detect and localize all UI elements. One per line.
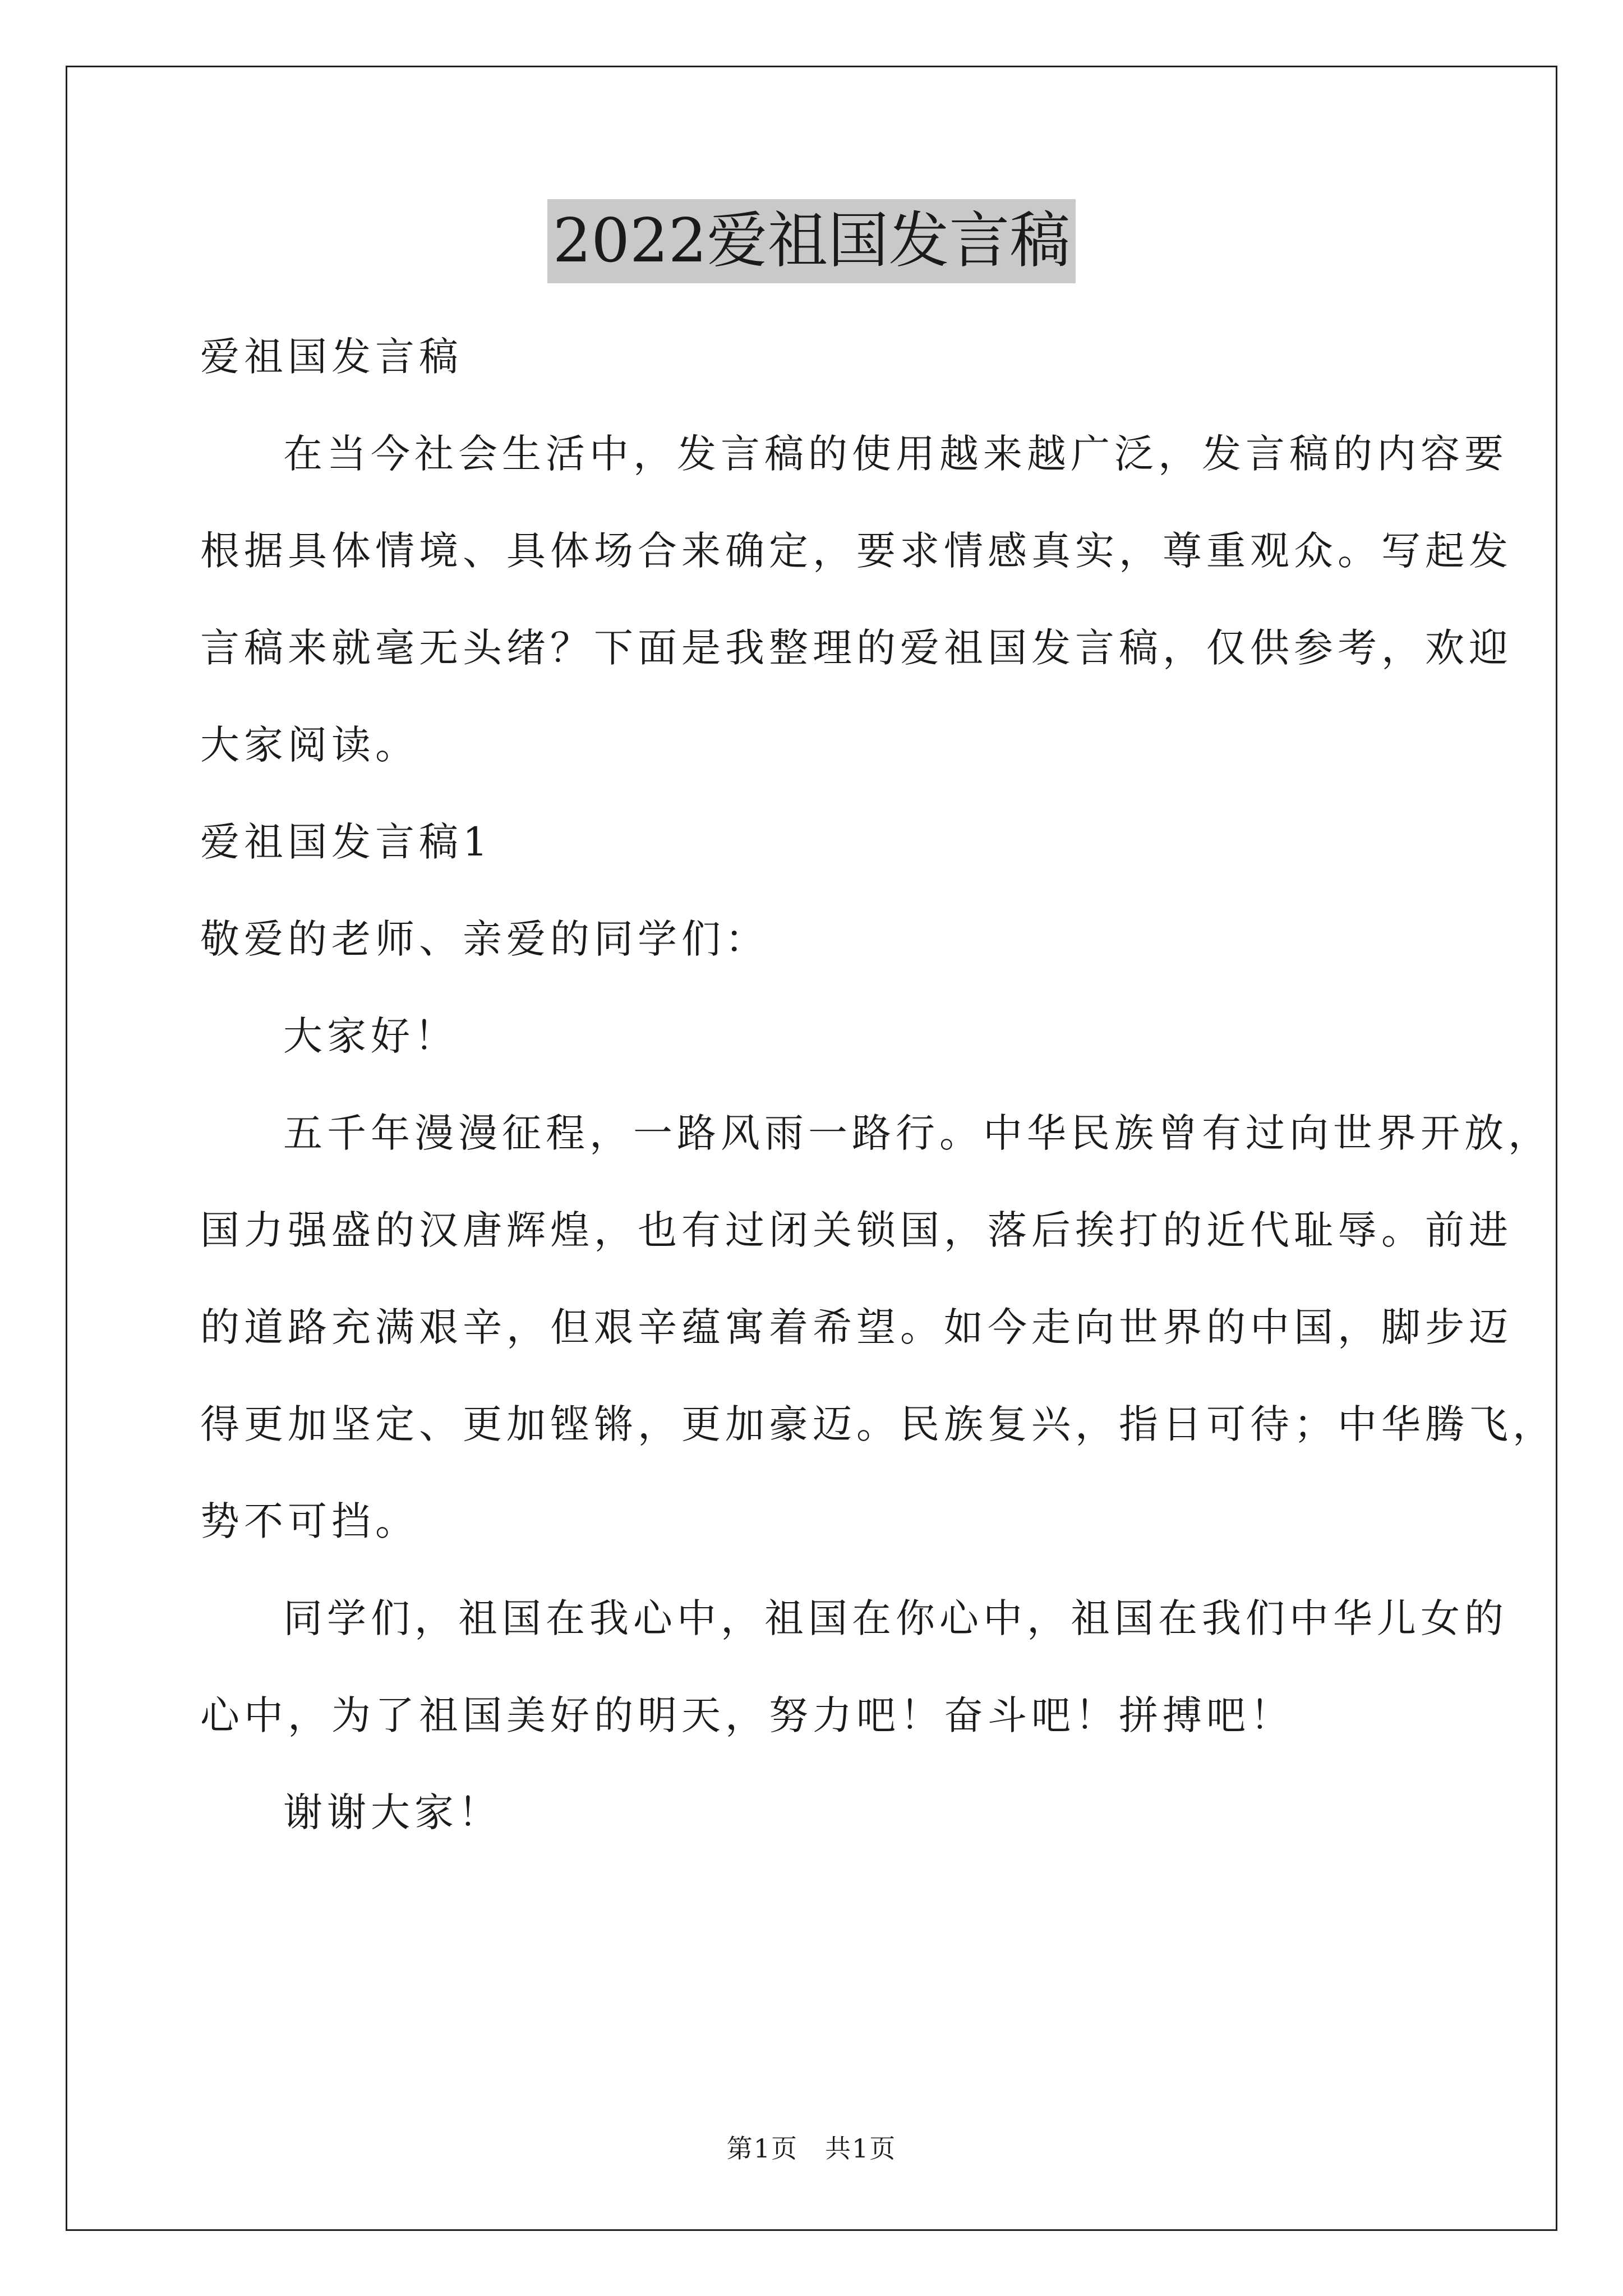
paragraph-line: 势不可挡。 [200,1498,419,1544]
section-heading: 爱祖国发言稿1 [200,819,492,865]
paragraph-line: 在当今社会生活中，发言稿的使用越来越广泛，发言稿的内容要 [283,431,1508,477]
paragraph-line: 五千年漫漫征程，一路风雨一路行。中华民族曾有过向世界开放， [283,1110,1552,1156]
paragraph-line: 大家阅读。 [200,722,419,768]
paragraph-line: 言稿来就毫无头绪？下面是我整理的爱祖国发言稿，仅供参考，欢迎 [200,625,1513,671]
paragraph-line: 心中，为了祖国美好的明天，努力吧！奋斗吧！拼搏吧！ [200,1692,1294,1738]
document-body [200,309,1556,1861]
paragraph-line: 根据具体情境、具体场合来确定，要求情感真实，尊重观众。写起发 [200,528,1513,574]
paragraph-line: 爱祖国发言稿 [200,334,463,380]
paragraph-line: 同学们，祖国在我心中，祖国在你心中，祖国在我们中华儿女的 [283,1595,1508,1641]
page-footer: 第1页 共1页 [726,2133,897,2164]
closing-line: 谢谢大家！ [283,1789,502,1835]
salutation: 敬爱的老师、亲爱的同学们： [200,916,769,962]
document-title: 2022爱祖国发言稿 [547,199,1076,283]
title-container [0,199,1623,283]
greeting: 大家好！ [283,1013,458,1059]
paragraph-line: 得更加坚定、更加铿锵，更加豪迈。民族复兴，指日可待；中华腾飞， [200,1401,1556,1447]
paragraph-line: 的道路充满艰辛，但艰辛蕴寓着希望。如今走向世界的中国，脚步迈 [200,1304,1513,1350]
paragraph-line: 国力强盛的汉唐辉煌，也有过闭关锁国，落后挨打的近代耻辱。前进 [200,1207,1513,1253]
